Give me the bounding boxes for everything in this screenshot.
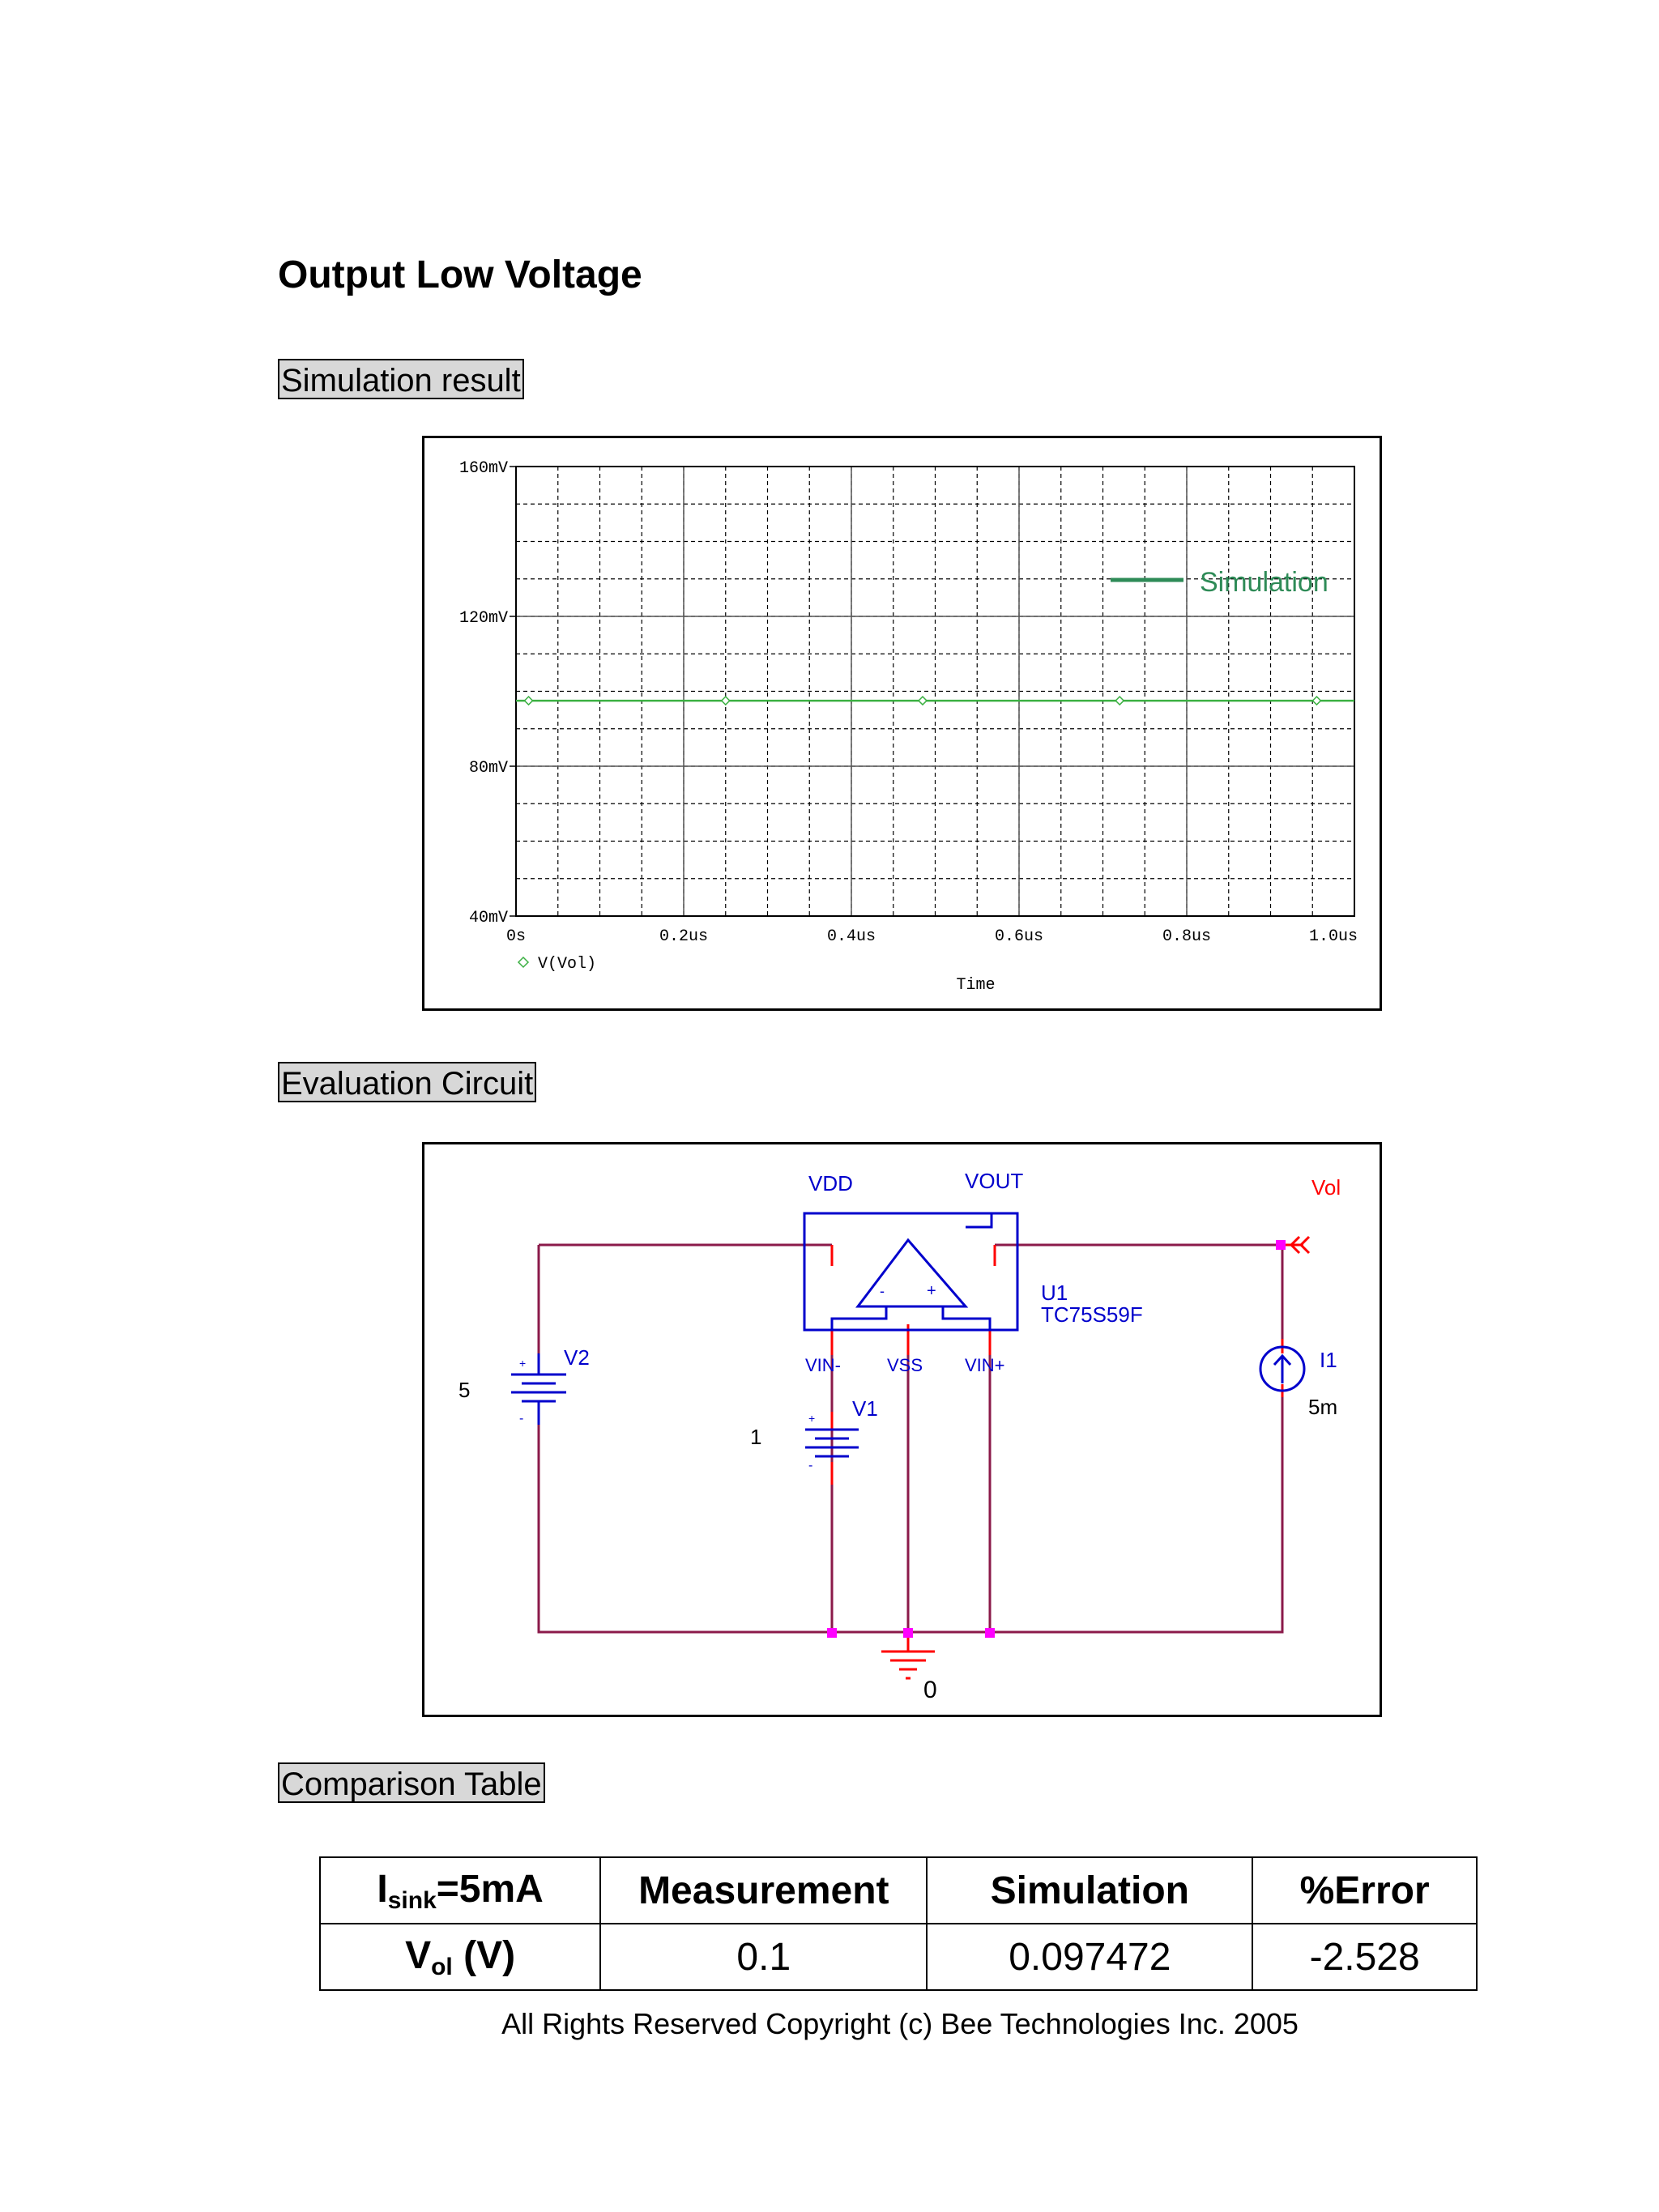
series-marker (1115, 697, 1124, 705)
footer-copyright: All Rights Reserved Copyright (c) Bee Technologies Inc. 2005 (501, 2007, 1299, 2040)
x-tick-label: 0.4us (826, 927, 876, 946)
annotation-text: Simulation (1200, 567, 1328, 598)
section-label-circuit: Evaluation Circuit (278, 1062, 536, 1102)
label-vss: VSS (887, 1355, 923, 1375)
evaluation-circuit (424, 1144, 1384, 1720)
label-i1: I1 (1320, 1348, 1337, 1372)
label-vol: Vol (1311, 1175, 1341, 1200)
v2-minus: - (519, 1412, 524, 1426)
i1-source (1260, 1347, 1304, 1391)
section-label-comparison: Comparison Table (278, 1762, 545, 1803)
label-vdd: VDD (808, 1171, 853, 1196)
x-axis-label: Time (956, 976, 996, 995)
series-marker (525, 697, 533, 705)
y-tick-label: 40mV (468, 909, 508, 927)
simulation-chart-frame (422, 436, 1382, 1011)
label-ground: 0 (923, 1677, 937, 1703)
x-tick-label: 0.2us (659, 927, 709, 946)
table-row (320, 1924, 1477, 1990)
row-parameter: $V_{ol}$ (V) (320, 1924, 600, 1990)
header-error: %Error (1252, 1857, 1477, 1924)
row-measurement: 0.1 (600, 1924, 927, 1990)
y-tick-label: 160mV (458, 459, 508, 478)
simulation-chart (424, 438, 1384, 1013)
x-tick-label: 0.8us (1162, 927, 1212, 946)
label-vin-plus: VIN+ (965, 1355, 1005, 1375)
y-tick-label: 120mV (458, 609, 508, 628)
series-marker (722, 697, 730, 705)
opamp-minus: - (880, 1283, 885, 1299)
label-v2: V2 (564, 1345, 590, 1370)
x-tick-label: 0.6us (994, 927, 1044, 946)
header-condition: $I_{sink}=5mA$ (320, 1857, 600, 1924)
section-label-simulation: Simulation result (278, 359, 524, 399)
label-part: TC75S59F (1041, 1302, 1143, 1327)
y-tick-label: 80mV (468, 759, 508, 778)
label-v2-value: 5 (458, 1378, 471, 1402)
legend-label: V(Vol) (538, 955, 597, 974)
circuit-frame (422, 1142, 1382, 1717)
header-simulation: Simulation (927, 1857, 1252, 1924)
v2-plus: + (519, 1357, 527, 1370)
x-tick-label: 0s (505, 927, 527, 946)
comparison-table (319, 1856, 1478, 1991)
series-marker (1312, 697, 1320, 705)
row-error: -2.528 (1252, 1924, 1477, 1990)
x-tick-label: 1.0us (1308, 927, 1358, 946)
label-u1: U1 (1041, 1281, 1068, 1305)
v1-minus: - (808, 1459, 813, 1473)
opamp-plus: + (927, 1282, 936, 1300)
label-v1-value: 1 (750, 1425, 762, 1449)
legend-marker (518, 957, 528, 967)
u1-component (804, 1213, 1017, 1330)
table-header-row (320, 1857, 1477, 1924)
header-measurement: Measurement (600, 1857, 927, 1924)
label-i1-value: 5m (1308, 1395, 1338, 1419)
label-v1: V1 (852, 1396, 878, 1421)
v1-plus: + (808, 1412, 816, 1425)
label-vin-minus: VIN- (805, 1355, 841, 1375)
page-title: Output Low Voltage (278, 254, 642, 296)
ground-symbol (881, 1652, 935, 1678)
series-marker (919, 697, 927, 705)
row-simulation: 0.097472 (927, 1924, 1252, 1990)
label-vout: VOUT (965, 1169, 1024, 1193)
